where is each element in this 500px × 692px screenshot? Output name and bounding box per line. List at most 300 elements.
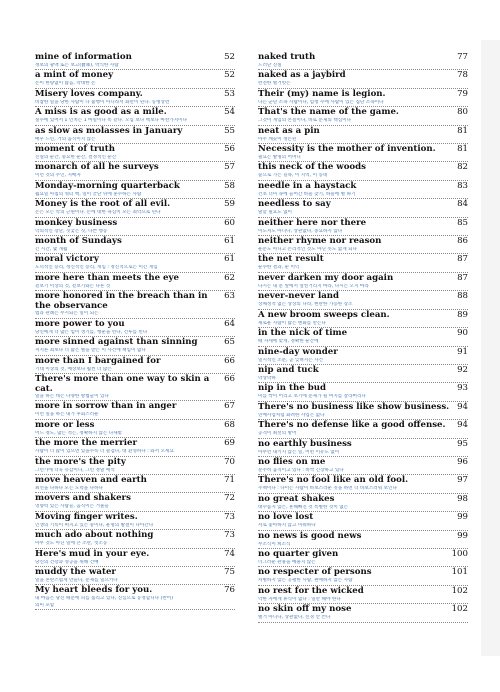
index-entry	[35, 585, 235, 610]
entry-term: needless to say	[258, 199, 331, 210]
index-entry	[35, 475, 235, 493]
entry-korean-gloss: 막상막하	[258, 375, 276, 381]
entry-korean-gloss: 법과 관례는 무시되는 일이 되는	[35, 311, 99, 317]
entry-term: much ado about nothing	[35, 530, 154, 541]
entry-page-number: 61	[224, 254, 235, 265]
index-entry	[35, 493, 235, 511]
entry-term: the more's the pity	[35, 456, 126, 467]
index-entry	[35, 144, 235, 162]
entry-korean-gloss: 월요일 아침의 쿼터 백, 일이 끝난 뒤에 훈수하는 사람	[35, 191, 142, 197]
entry-heading-row	[258, 586, 468, 597]
index-entry	[35, 291, 235, 318]
entry-heading-row	[35, 107, 235, 118]
entry-page-number: 88	[457, 291, 468, 302]
entry-heading-row	[35, 438, 235, 449]
index-entry	[258, 475, 468, 493]
entry-page-number: 53	[224, 88, 235, 99]
entry-heading-row	[35, 549, 235, 560]
entry-page-number: 60	[224, 217, 235, 228]
entry-term: no quarter given	[258, 548, 339, 559]
entry-heading-row	[35, 401, 235, 412]
entry-page-number: 80	[457, 107, 468, 118]
entry-korean-gloss: 다시는 내 문 앞에서 얼씬거리지 마라, 다시는 오지 마라	[258, 283, 369, 289]
index-entry	[258, 199, 468, 217]
page-edge-shadow	[481, 40, 500, 656]
index-entry	[35, 356, 235, 374]
index-entry	[35, 181, 235, 199]
entry-page-number: 61	[224, 236, 235, 247]
index-entry	[35, 89, 235, 107]
entry-korean-gloss: 미를 싹이 어리고 초기에 문제가 될 여지를 잘라버리다	[258, 394, 366, 400]
entry-term: Moving finger writes.	[35, 511, 138, 522]
entry-term: no rest for the wicked	[258, 585, 364, 596]
entry-page-number: 73	[224, 530, 235, 541]
index-entry	[258, 52, 468, 70]
index-entry	[258, 291, 468, 309]
entry-heading-row	[35, 457, 235, 468]
entry-page-number: 64	[224, 318, 235, 329]
entry-korean-gloss: 어느 정도, 많든 적든, 정확하지 않는 다새밖	[35, 430, 123, 436]
index-entry	[258, 567, 468, 585]
entry-heading-row	[258, 512, 468, 523]
entry-term: moment of truth	[35, 144, 115, 155]
entry-term: Misery loves company.	[35, 88, 143, 99]
entry-korean-gloss: 때 자세에 맞게, 정확한 순간에	[258, 339, 319, 345]
entry-term: mine of information	[35, 52, 132, 62]
entry-korean-gloss: 인생의 기록이 써지고 있는 중이다, 운명의 발걸이 나아간다	[35, 522, 154, 528]
entry-heading-row	[258, 218, 468, 229]
entry-korean-gloss: 정보의 광맥 또는 보고(寶庫), 박식한 사람	[35, 63, 119, 68]
index-entry	[258, 254, 468, 272]
index-entry	[35, 254, 235, 272]
entry-page-number: 76	[224, 585, 235, 596]
index-entry	[258, 162, 468, 180]
entry-page-number: 81	[457, 125, 468, 136]
entry-heading-row	[35, 356, 235, 367]
index-entry	[35, 199, 235, 217]
entry-term: moral victory	[35, 254, 99, 265]
entry-page-number: 84	[457, 199, 468, 210]
index-entry	[35, 218, 235, 236]
index-entry	[258, 181, 468, 199]
entry-korean-gloss: 상체성적 없는 상상의 나라, 현란한 가능한 장소	[258, 302, 353, 308]
entry-korean-gloss: 일시적인 소문, 곧 잊혀지는 사건	[258, 357, 323, 363]
entry-page-number: 67	[224, 401, 235, 412]
entry-heading-row	[35, 181, 235, 192]
entry-page-number: 71	[224, 474, 235, 485]
entry-korean-gloss: 영향력 있는 사람들, 움직이는 거물들	[35, 504, 109, 510]
entry-term: A new broom sweeps clean.	[258, 309, 390, 320]
entry-heading-row	[35, 585, 235, 596]
entry-term: That's the name of the game.	[258, 107, 399, 118]
entry-korean-gloss: 악의적인 장난, 짓궂은 짓, 나쁜 행동	[35, 228, 108, 234]
entry-korean-gloss: 도덕적인 승리, 정신적인 승리, 게임 : 정신적으로는 이긴 게임	[35, 265, 158, 271]
left-column	[35, 52, 235, 610]
entry-heading-row	[258, 199, 468, 210]
entry-heading-row	[35, 530, 235, 541]
entry-page-number: 94	[457, 401, 468, 412]
index-entry	[258, 402, 468, 420]
entry-page-number: 102	[451, 604, 468, 615]
entry-page-number: 59	[224, 199, 235, 210]
entry-heading-row	[35, 475, 235, 486]
entry-heading-row	[35, 70, 235, 81]
index-entry	[258, 439, 468, 457]
entry-korean-gloss: 운문도 아니고 논리적인 것도 아닌 뜻도 없게 되다	[258, 247, 357, 253]
entry-page-number: 101	[451, 567, 468, 578]
entry-korean-gloss: 건초 더미 속에 들어간 바늘 찾기, 하늘에 별 따기	[258, 191, 356, 197]
entry-page-number: 77	[457, 52, 468, 62]
index-entry	[35, 401, 235, 419]
entry-page-number: 102	[451, 585, 468, 596]
entry-term: the more the merrier	[35, 438, 138, 449]
entry-term: no earthly business	[258, 438, 352, 449]
entry-term: Here's mud in your eye.	[35, 548, 150, 559]
entry-korean-gloss: 사람이 더 많이 있으면 있을수록 더 즐겁다, 대 환영하다 : 와서 오세요	[35, 449, 174, 455]
entry-korean-gloss: 그것이 게임의 본질이다, 바로 문제의 핵심이다	[258, 118, 352, 124]
entry-term: A miss is as good as a mile.	[35, 107, 167, 118]
index-entry	[258, 70, 468, 88]
entry-page-number: 95	[457, 438, 468, 449]
index-entry	[35, 236, 235, 254]
entry-korean-gloss: 별거 아니다, 상관없다, 신경 안 쓴다	[258, 615, 331, 621]
entry-gloss-continuation: 의미 포함	[35, 602, 55, 608]
entry-korean-gloss: 일을 혼란스럽게 만들다, 문제를 일으키다	[35, 577, 118, 583]
entry-heading-row	[258, 549, 468, 560]
index-entry	[35, 438, 235, 456]
index-entry	[258, 310, 468, 328]
entry-page-number: 58	[224, 180, 235, 191]
entry-term: Money is the root of all evil.	[35, 199, 171, 210]
entry-term: My heart bleeds for you.	[35, 585, 153, 596]
entry-heading-row	[258, 420, 468, 431]
entry-page-number: 98	[457, 493, 468, 504]
entry-page-number: 52	[224, 70, 235, 81]
entry-korean-gloss: 주책이다 : 나이든 사람이 바보스러운 짓을 하면 더 바보스러워 보인다	[258, 486, 397, 492]
entry-heading-row	[35, 374, 235, 394]
entry-heading-row	[35, 144, 235, 155]
entry-term: Monday-morning quarterback	[35, 180, 180, 191]
right-column	[258, 52, 468, 623]
entry-term: There's no defense like a good offense.	[258, 420, 446, 431]
entry-term: monarch of all he surveys	[35, 162, 159, 173]
index-entry	[258, 236, 468, 254]
index-entry	[35, 273, 235, 291]
entry-page-number: 74	[224, 548, 235, 559]
entry-term: no flies on me	[258, 456, 326, 467]
entry-heading-row	[258, 439, 468, 450]
entry-korean-gloss: 말할 필요도 없이	[258, 210, 292, 216]
entry-page-number: 55	[224, 125, 235, 136]
index-entry	[258, 365, 468, 383]
index-entry	[258, 89, 468, 107]
entry-page-number: 70	[224, 456, 235, 467]
entry-korean-gloss: 너그러운 관용을 베풀지 않는	[258, 559, 316, 565]
entry-term: in the nick of time	[258, 328, 348, 339]
entry-page-number: 72	[224, 493, 235, 504]
index-entry	[35, 162, 235, 180]
entry-term: monkey business	[35, 217, 118, 228]
index-entry	[258, 383, 468, 401]
index-entry	[258, 144, 468, 162]
entry-page-number: 97	[457, 475, 468, 486]
entry-term: this neck of the woods	[258, 162, 367, 173]
entry-korean-gloss: 비참한 일을 당한 사람이 나 불행이 아니라서 화만이 된다. 동병상련	[35, 99, 170, 105]
entry-heading-row	[258, 310, 468, 321]
entry-heading-row	[35, 218, 235, 229]
entry-page-number: 87	[457, 272, 468, 283]
entry-heading-row	[258, 494, 468, 505]
entry-korean-gloss: 기대 이상의 것, 예상보다 훨씬 더 많은	[35, 366, 112, 372]
entry-heading-row	[35, 236, 235, 247]
index-entry	[258, 604, 468, 622]
entry-heading-row	[35, 199, 235, 210]
entry-korean-gloss: 내 마음은 당신 때문에 피를 흘리고 있다, 진심으로 동정합니다 (반어)	[35, 596, 174, 602]
entry-heading-row	[35, 319, 235, 330]
entry-korean-gloss: 이런 것의 주인, 지배자	[35, 173, 81, 179]
entry-korean-gloss: 실수에 있어서 1 인치든 1 마일이나 똑 같다. 오십 보나 백보나 마찬가지이다	[35, 118, 188, 124]
entry-page-number: 83	[457, 180, 468, 191]
entry-page-number: 94	[457, 420, 468, 431]
entry-term: needle in a haystack	[258, 180, 357, 191]
entry-term: neat as a pin	[258, 125, 320, 136]
entry-page-number: 63	[224, 291, 235, 302]
index-entry	[35, 374, 235, 401]
index-entry	[35, 420, 235, 438]
entry-heading-row	[258, 254, 468, 265]
entry-term: neither rhyme nor reason	[258, 236, 382, 247]
index-entry	[35, 319, 235, 337]
entry-term: There's no fool like an old fool.	[258, 475, 409, 486]
entry-term: nine-day wonder	[258, 346, 338, 357]
entry-heading-row	[35, 126, 235, 137]
index-entry	[258, 531, 468, 549]
entry-term: Their (my) name is legion.	[258, 88, 386, 99]
index-entry	[258, 494, 468, 512]
entry-korean-gloss: 무소식이 희소식	[258, 541, 291, 547]
entry-heading-row	[35, 493, 235, 504]
entry-page-number: 87	[457, 254, 468, 265]
entry-heading-row	[258, 144, 468, 155]
index-entry	[35, 52, 235, 70]
entry-page-number: 91	[457, 346, 468, 357]
entry-term: movers and shakers	[35, 493, 131, 504]
entry-korean-gloss: 나는 군단 소속 사람이다, 엄청 수에 사람이 있는 집단 소속이다	[258, 99, 384, 105]
entry-term: no news is good news	[258, 530, 362, 541]
entry-page-number: 65	[224, 337, 235, 348]
entry-korean-gloss: 매우 느린, 거의 움직이지 않는	[35, 136, 96, 142]
entry-heading-row	[258, 273, 468, 284]
entry-page-number: 85	[457, 217, 468, 228]
entry-heading-row	[258, 107, 468, 118]
entry-page-number: 62	[224, 272, 235, 283]
entry-heading-row	[258, 52, 468, 63]
entry-heading-row	[35, 273, 235, 284]
entry-korean-gloss: 당신에게 더 많은 힘이 생기를, 행운을 빈다, 건투를 빈다	[35, 329, 148, 335]
index-entry	[258, 457, 468, 475]
entry-heading-row	[35, 337, 235, 348]
entry-korean-gloss: 아주 깨끗이 정돈된	[258, 136, 297, 142]
entry-term: more sinned against than sinning	[35, 337, 198, 348]
entry-term: more or less	[35, 419, 95, 430]
entry-page-number: 75	[224, 566, 235, 577]
index-entry	[258, 549, 468, 567]
entry-term: no respecter of persons	[258, 567, 372, 578]
entry-term: muddy the water	[35, 566, 116, 577]
entry-korean-gloss: 아무 것도 아닌 일에 큰 소란, 헛소동	[35, 541, 108, 547]
index-entry	[258, 347, 468, 365]
entry-korean-gloss: 순수한 결과, 순 이익	[258, 265, 300, 271]
index-entry	[258, 273, 468, 291]
entry-heading-row	[35, 162, 235, 173]
entry-page-number: 73	[224, 511, 235, 522]
entry-heading-row	[258, 531, 468, 542]
entry-korean-gloss: 당신의 건강과 성공을 위해 건배	[35, 559, 99, 565]
index-entry	[35, 107, 235, 125]
entry-heading-row	[35, 89, 235, 100]
entry-korean-gloss: 대수롭지 않은, 흔해빠진 것 특별한 것이 없는	[258, 504, 349, 510]
entry-term: never-never land	[258, 291, 340, 302]
index-entry	[258, 126, 468, 144]
entry-korean-gloss: 이런 일을 하는 내가 후회스러운	[35, 412, 99, 418]
entry-page-number: 79	[457, 88, 468, 99]
entry-page-number: 92	[457, 364, 468, 375]
entry-korean-gloss: 저지른 죄보다 더 많은 벌을 받는 이 사건에 책임이 없다	[35, 348, 146, 354]
entry-heading-row	[258, 567, 468, 578]
entry-page-number: 66	[224, 373, 235, 384]
index-entry	[35, 70, 235, 88]
entry-page-number: 69	[224, 438, 235, 449]
entry-term: never darken my door again	[258, 272, 394, 283]
entry-term: nip and tuck	[258, 364, 319, 375]
entry-korean-gloss: 차별하지 않는 공평한 사람, 편애하지 않는 사람	[258, 578, 353, 584]
index-entry	[35, 512, 235, 530]
entry-heading-row	[258, 475, 468, 486]
entry-page-number: 78	[457, 70, 468, 81]
entry-page-number: 89	[457, 309, 468, 320]
entry-page-number: 66	[224, 355, 235, 366]
entry-page-number: 99	[457, 512, 468, 523]
entry-korean-gloss: 돈은 모든 악의 근원이다. 돈에 대한 욕심이 모든 죄악으로 된다	[35, 210, 161, 216]
entry-heading-row	[35, 254, 235, 265]
index-entry	[258, 586, 468, 604]
entry-heading-row	[35, 291, 235, 311]
entry-term: no skin off my nose	[258, 604, 352, 615]
entry-korean-gloss: 서로 좋아하지 않고 미워하다	[258, 523, 316, 529]
entry-korean-gloss: 일을 하는 데는 다양한 방법들이 있다	[35, 393, 109, 399]
entry-heading-row	[258, 236, 468, 247]
entry-heading-row	[35, 567, 235, 578]
entry-korean-gloss: 진실의 순간, 중요한 순간, 결정적인 순간	[35, 155, 117, 161]
entry-page-number: 90	[457, 328, 468, 339]
entry-korean-gloss: 새로운 사람이 많은 변화를 만든다	[258, 320, 326, 326]
entry-term: a mint of money	[35, 70, 114, 81]
entry-term: as slow as molasses in January	[35, 125, 183, 136]
index-entry	[35, 549, 235, 567]
entry-korean-gloss: 분주히 움직이고 있다 : 바짝 긴장하고 있다	[258, 467, 344, 473]
entry-term: nip in the bud	[258, 383, 326, 394]
entry-heading-row	[258, 365, 468, 376]
entry-heading-row	[258, 291, 468, 302]
entry-heading-row	[258, 162, 468, 173]
index-entry	[35, 530, 235, 548]
entry-term: more honored in the breach than in the observance	[35, 291, 208, 312]
entry-korean-gloss: 돈이 한량없이 많음, 막대한 돈	[35, 81, 96, 87]
entry-heading-row	[258, 181, 468, 192]
entry-korean-gloss: 공격이 최선의 방어	[258, 431, 297, 437]
entry-korean-gloss: 필요는 발명의 어머니	[258, 155, 301, 161]
entry-term: more here than meets the eye	[35, 272, 179, 283]
entry-korean-gloss: 이도저도 아니다, 상관없다, 중요하지 않다	[258, 228, 343, 234]
entry-heading-row	[258, 126, 468, 137]
entry-korean-gloss: 겉보기 이상의 것, 겉보기와는 다른 것	[35, 283, 111, 289]
entry-term: more in sorrow than in anger	[35, 401, 177, 412]
entry-heading-row	[258, 328, 468, 339]
entry-page-number: 99	[457, 530, 468, 541]
entry-term: naked truth	[258, 52, 316, 62]
entry-heading-row	[258, 402, 468, 413]
entry-page-number: 68	[224, 419, 235, 430]
entry-page-number: 96	[457, 456, 468, 467]
index-entry	[35, 567, 235, 585]
entry-term: neither here nor there	[258, 217, 367, 228]
entry-korean-gloss: 드러난 진실	[258, 63, 282, 68]
entry-term: There's more than one way to skin a cat.	[35, 373, 210, 394]
entry-heading-row	[258, 457, 468, 468]
entry-page-number: 100	[451, 548, 468, 559]
index-entry	[258, 512, 468, 530]
entry-korean-gloss: 숲으로 가는 길목, 이 지역, 이 동네	[258, 173, 328, 179]
entry-korean-gloss: 최선을 다하다 모든 노력을 다하다	[35, 485, 103, 491]
entry-heading-row	[258, 70, 468, 81]
entry-heading-row	[258, 383, 468, 394]
entry-term: the net result	[258, 254, 324, 265]
index-entry	[35, 337, 235, 355]
index-entry	[258, 328, 468, 346]
entry-page-number: 86	[457, 236, 468, 247]
entry-heading-row	[35, 420, 235, 431]
entry-term: no love lost	[258, 512, 314, 523]
entry-korean-gloss: 악한 자에게 휴식이 없다 : 일만 해야 한다	[258, 596, 341, 602]
entry-korean-gloss: 완전한 벌거벗은	[258, 81, 291, 87]
index-entry	[35, 457, 235, 475]
entry-page-number: 56	[224, 144, 235, 155]
entry-term: month of Sundays	[35, 236, 122, 247]
entry-term: no great shakes	[258, 493, 335, 504]
index-entry	[35, 126, 235, 144]
entry-page-number: 81	[457, 144, 468, 155]
entry-korean-gloss: 긴 시간, 몇 개월	[35, 247, 68, 253]
entry-page-number: 52	[224, 52, 235, 62]
entry-heading-row	[258, 604, 468, 615]
entry-term: move heaven and earth	[35, 474, 147, 485]
index-entry	[258, 218, 468, 236]
entry-heading-row	[258, 347, 468, 358]
entry-term: naked as a jaybird	[258, 70, 346, 81]
entry-korean-gloss: 그런가에 더욱 유감이다, 그런 정말 애석	[35, 467, 115, 473]
entry-heading-row	[258, 89, 468, 100]
index-entry	[258, 420, 468, 438]
entry-heading-row	[35, 512, 235, 523]
entry-korean-gloss: 연예사업처럼 화려한 사업은 없다	[258, 412, 325, 418]
entry-korean-gloss: 아무런 내키지 않는 일, 어떤 이유도 없이	[258, 449, 340, 455]
entry-page-number: 93	[457, 383, 468, 394]
entry-term: There's no business like show business.	[258, 401, 450, 412]
entry-term: more than I bargained for	[35, 355, 161, 366]
entry-term: more power to you	[35, 318, 125, 329]
entry-term: Necessity is the mother of invention.	[258, 144, 436, 155]
entry-page-number: 54	[224, 107, 235, 118]
